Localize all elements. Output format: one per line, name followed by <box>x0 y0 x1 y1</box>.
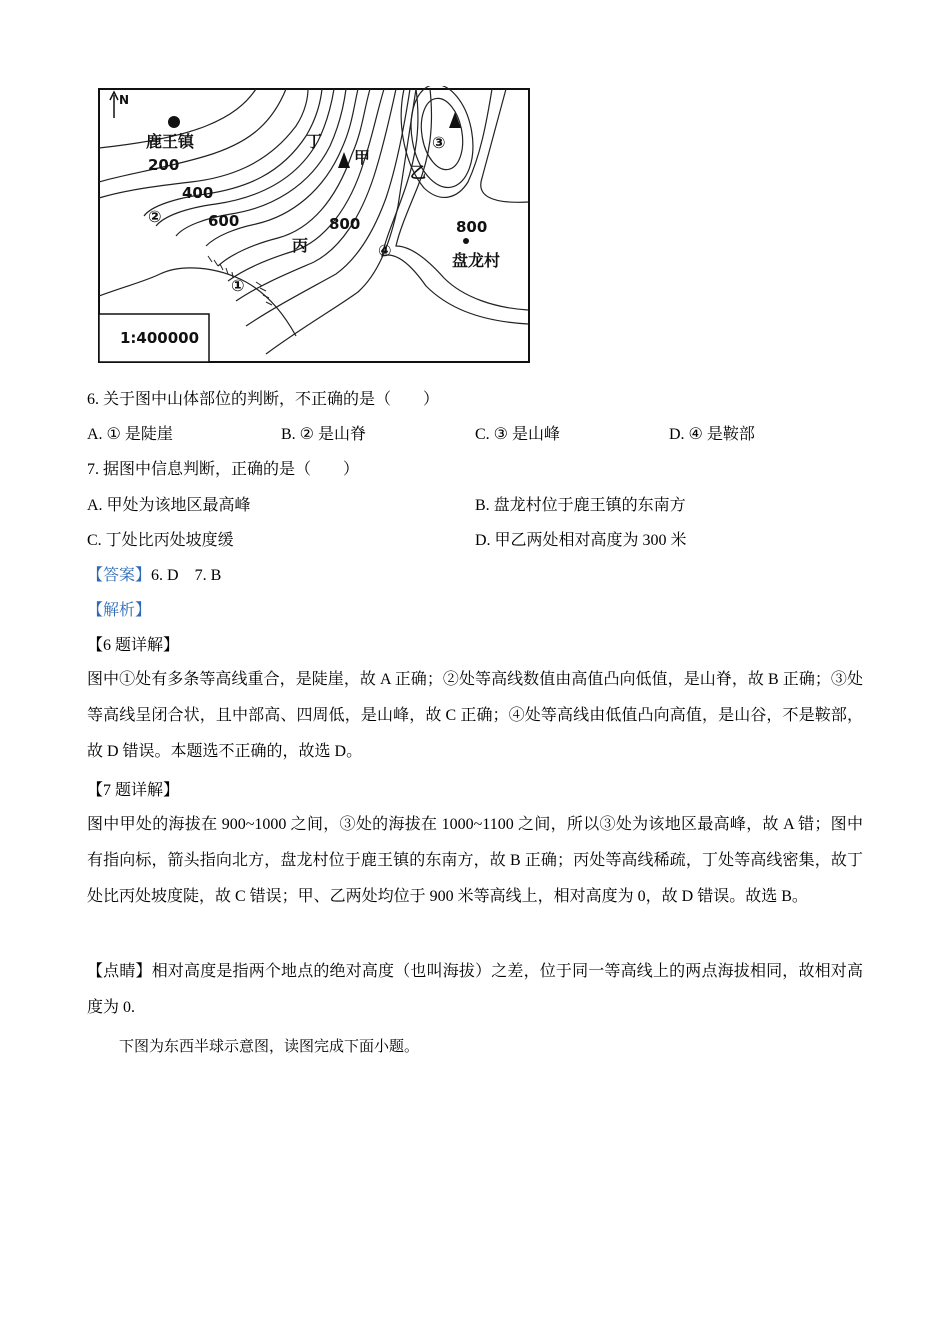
contour-800-b: 800 <box>456 218 488 236</box>
note-tag: 【点睛】 <box>87 963 152 980</box>
label-ding: 丁 <box>306 132 323 151</box>
q6-option-b: B. ② 是山脊 <box>281 426 367 443</box>
label-point-1: ① <box>231 276 245 295</box>
contour-200: 200 <box>148 156 180 174</box>
q6-option-a: A. ① 是陡崖 <box>87 426 173 443</box>
label-village: 盘龙村 <box>452 251 501 270</box>
q6-detail-body: 图中①处有多条等高线重合，是陡崖，故 A 正确；②处等高线数值由高值凸向低值，是山脊，故 B 正确；③处等高线呈闭合状，且中部高、四周低，是山峰，故 C 正确；④处等高线由低值凸向高值，是山谷，不是鞍部，故 D 错误。本题选不正确的，故选 D。 <box>87 671 863 760</box>
contour-600: 600 <box>208 212 240 230</box>
label-point-4: ④ <box>378 241 392 260</box>
answer-text: 6. D 7. B <box>151 567 222 584</box>
contour-map <box>96 86 532 366</box>
label-point-3: ③ <box>432 133 446 152</box>
village-dot <box>463 238 469 244</box>
town-dot <box>168 116 180 128</box>
analysis-tag: 【解析】 <box>87 602 152 619</box>
q7-option-d: D. 甲乙两处相对高度为 300 米 <box>475 532 687 549</box>
contour-400: 400 <box>182 184 214 202</box>
q6-option-d: D. ④ 是鞍部 <box>669 426 755 443</box>
q7-option-b: B. 盘龙村位于鹿王镇的东南方 <box>475 497 686 514</box>
label-town: 鹿王镇 <box>146 132 195 151</box>
q7-option-c: C. 丁处比丙处坡度缓 <box>87 532 234 549</box>
q7-option-a: A. 甲处为该地区最高峰 <box>87 497 251 514</box>
q6-stem: 6. 关于图中山体部位的判断，不正确的是（ ） <box>87 391 440 408</box>
label-bing: 丙 <box>292 236 309 255</box>
label-yi: 乙 <box>410 163 427 182</box>
north-label: N <box>119 93 130 107</box>
label-jia: 甲 <box>354 148 371 167</box>
note-paragraph <box>87 954 863 1026</box>
contour-800-a: 800 <box>329 215 361 233</box>
q7-detail-title: 【7 题详解】 <box>87 782 180 799</box>
note-body: 相对高度是指两个地点的绝对高度（也叫海拔）之差，位于同一等高线上的两点海拔相同，故相对高度为 0. <box>87 963 863 1016</box>
contour-map-svg <box>96 86 532 366</box>
label-point-2: ② <box>148 207 162 226</box>
q6-detail-title: 【6 题详解】 <box>87 637 180 654</box>
next-intro: 下图为东西半球示意图，读图完成下面小题。 <box>119 1037 420 1055</box>
q7-detail-body: 图中甲处的海拔在 900~1000 之间，③处的海拔在 1000~1100 之间，所以③处为该地区最高峰，故 A 错；图中有指向标，箭头指向北方，盘龙村位于鹿王镇的东南方，故 B 正确；丙处等高线稀疏，丁处等高线密集，故丁处比丙处坡度陡，故 C 错误；甲、乙两处均位于 900 米等高线上，相对高度为 0，故 D 错误。故选 B。 <box>87 816 863 905</box>
answer-tag: 【答案】 <box>87 567 152 584</box>
scale-label: 1:400000 <box>120 329 200 347</box>
q6-option-c: C. ③ 是山峰 <box>475 426 561 443</box>
q7-stem: 7. 据图中信息判断，正确的是（ ） <box>87 461 360 478</box>
answer-line <box>87 566 221 586</box>
